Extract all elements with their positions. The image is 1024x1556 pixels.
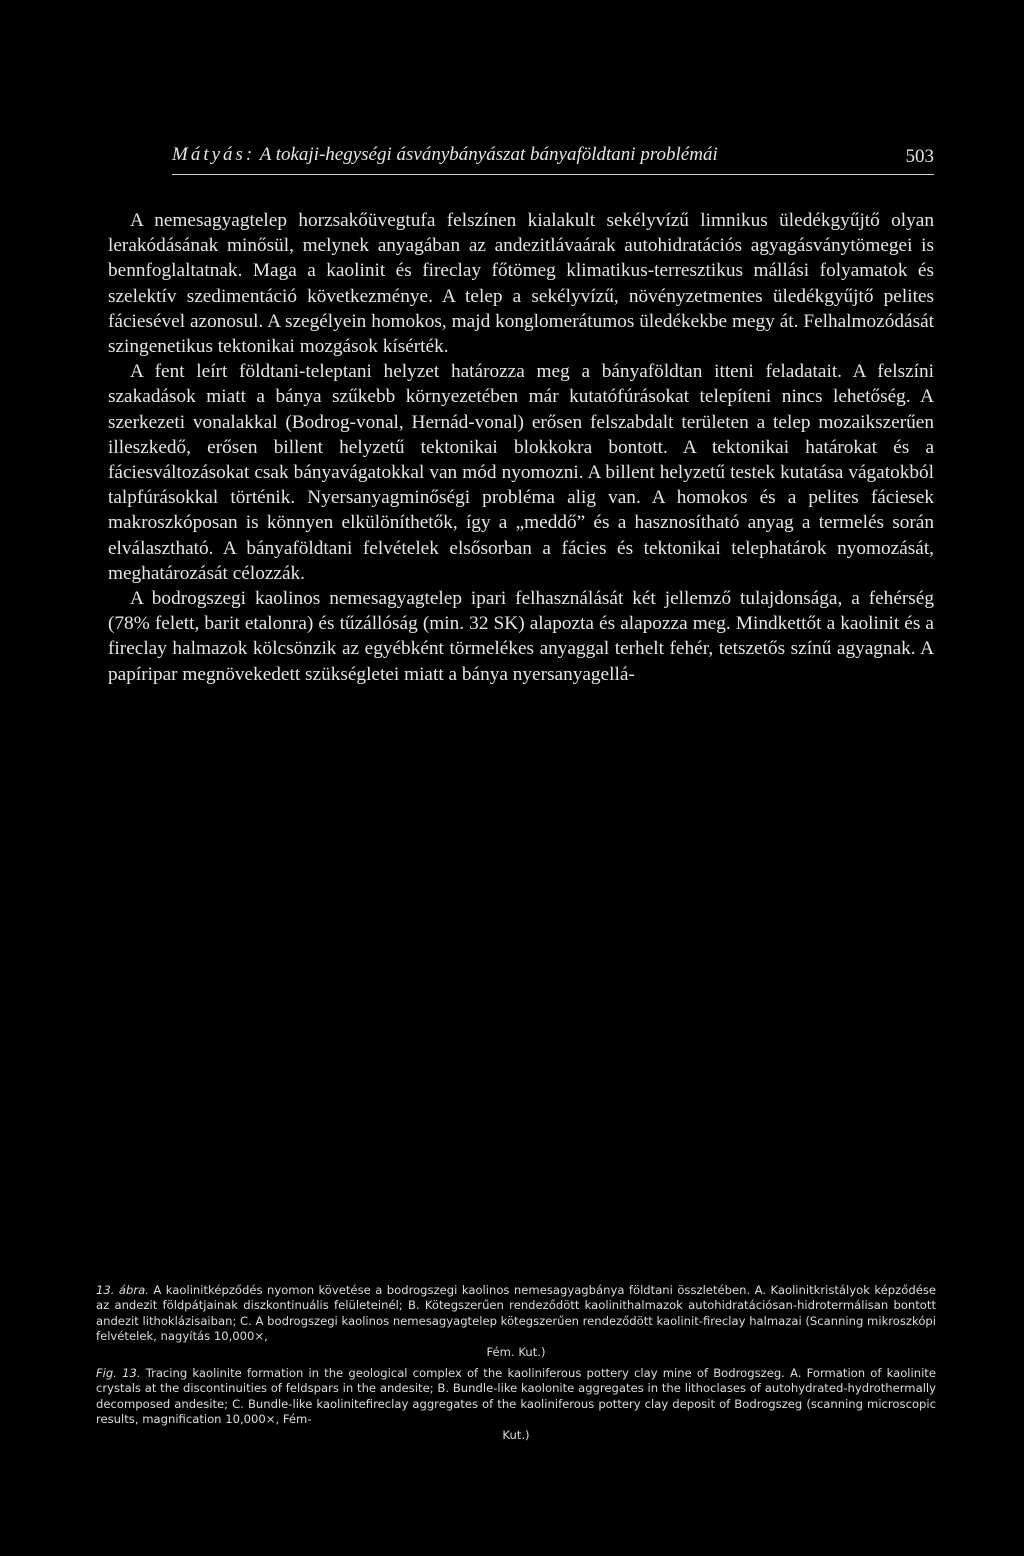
paragraph-3: A bodrogszegi kaolinos nemesagyagtelep ipari felhasználását két jellemző tulajdonsága, a fehérség (78% felett, barit etalonra) és tűzállóság (min. 32 SK) alapozta és alapozza meg. Mindkettőt a kaolinit és a fireclay halmazok kölcsönzik az egyébként törmelékes anyaggal terhelt fehér, tetszetős színű agyagnak. A papíripar megnövekedett szükségletei miatt a bánya nyersanyagellá- (108, 588, 934, 685)
caption-en-tail: Kut.) (502, 1427, 530, 1442)
body-text (108, 208, 934, 687)
figure-image (96, 795, 936, 1265)
page-number: 503 (905, 146, 934, 167)
header-title: A tokaji-hegységi ásványbányászat bányaföldtani problémái (259, 144, 718, 165)
caption-english (96, 1366, 936, 1443)
paragraph-1: A nemesagyagtelep horzsakőüvegtufa felszínen kialakult sekélyvízű limnikus üledékgyűjtő olyan lerakódásának minősül, melynek anyagában az andezitlávaárak autohidratációs agyagásványtömegei is bennfoglaltatnak. Maga a kaolinit és fireclay főtömeg klimatikus-terresztikus mállási folyamatok és szelektív szedimentáció következménye. A telep a sekélyvízű, növényzetmentes üledékgyűjtő pelites fáciesével azonosul. A szegélyein homokos, majd konglomerátumos üledékekbe megy át. Felhalmozódását szingenetikus tektonikai mozgások kísérték. (108, 210, 934, 358)
paragraph-2: A fent leírt földtani-teleptani helyzet határozza meg a bányaföldtan itteni feladatait. A felszíni szakadások miatt a bánya szűkebb környezetében már kutatófúrásokat telepíteni nincs lehetőség. A szerkezeti vonalakkal (Bodrog-vonal, Hernád-vonal) erősen felszabdalt területen a telep mozaikszerűen illeszkedő, erősen billent helyzetű tektonikai blokkokra bontott. A tektonikai határokat és a fáciesváltozásokat csak bányavágatokkal van mód nyomozni. A billent helyzetű testek kutatása vágatokból talpfúrásokkal történik. Nyersanyagminőségi probléma alig van. A homokos és a pelites fáciesek makroszkóposan is könnyen elkülöníthetők, így a „meddő” és a hasznosítható anyag a termelés során elválasztható. A bányaföldtani felvételek elsősorban a fácies és tektonikai telephatárok nyomozását, meghatározását célozzák. (108, 361, 934, 584)
caption-hu-text: A kaolinitképződés nyomon követése a bodrogszegi kaolinos nemesagyagbánya földtani összletében. A. Kaolinitkristályok képződése az andezit földpátjainak diszkontinuális felületeinél; B. Kötegszerűen rendeződött kaolinithalmazok autohidratációsan-hidrotermálisan bontott andezit lithoklázisaiban; C. A bodrogszegi kaolinos nemesagyagtelep kötegszerűen rendeződött kaolinit-fireclay halmazai (Scanning mikroszkópi felvételek, nagyítás 10,000×, (96, 1283, 937, 1344)
caption-en-text: Tracing kaolinite formation in the geological complex of the kaoliniferous pottery clay mine of Bodrogszeg. A. Formation of kaolinite crystals at the discontinuities of feldspars in the andesite; B. Bundle-like kaolonite aggregates in the lithoclases of autohydrated-hydrothermally decomposed andesite; C. Bundle-like kaolinitefireclay aggregates of the kaoliniferous pottery clay deposit of Bodrogszeg (scanning microscopic results, magnification 10,000×, Fém- (96, 1366, 936, 1427)
running-header (172, 142, 934, 175)
caption-hu-label: 13. ábra. (96, 1283, 149, 1297)
header-author: Mátyás: (172, 144, 256, 165)
caption-hungarian (96, 1283, 936, 1360)
caption-en-label: Fig. 13. (96, 1366, 141, 1381)
header-title-line (172, 144, 718, 166)
caption-hu-tail: Fém. Kut.) (486, 1344, 546, 1359)
figure-caption (96, 1283, 936, 1443)
